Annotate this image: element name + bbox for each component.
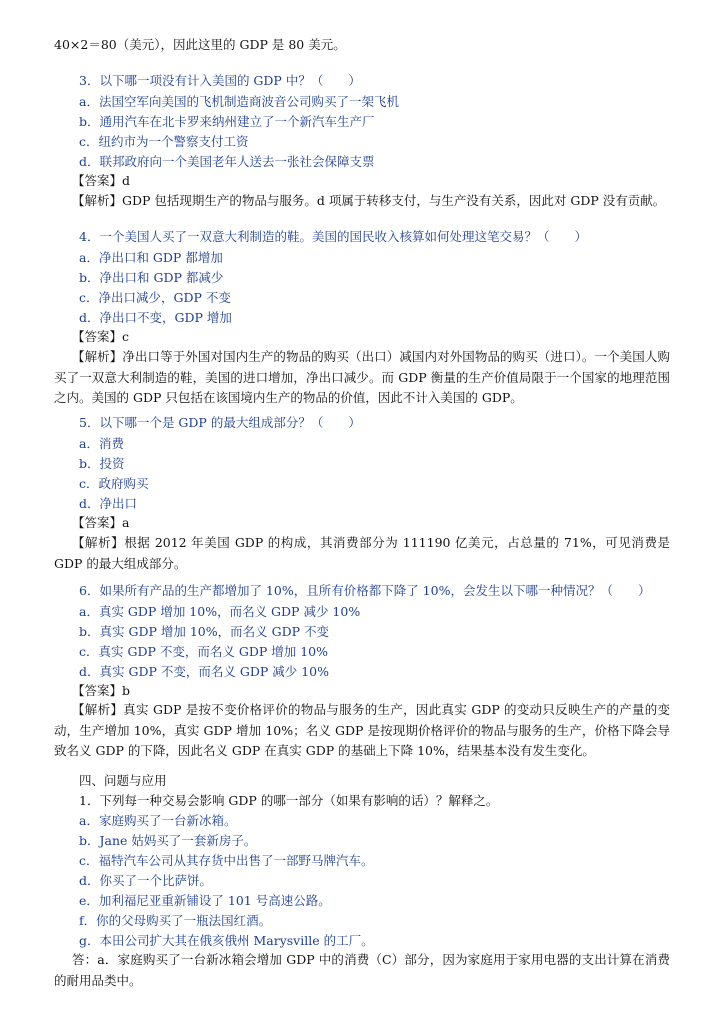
question-number: 3．: [79, 73, 100, 88]
analysis-text: 根据 2012 年美国 GDP 的构成，其消费部分为 111190 亿美元，占总量的 71%，可见消费是 GDP 的最大组成部分。: [54, 535, 670, 571]
section-answer: 答：a．家庭购买了一台新冰箱会增加 GDP 中的消费（C）部分，因为家庭用于家用电器的支出计算在消费的耐用品类中。: [54, 952, 670, 988]
answer-value: b: [122, 683, 131, 698]
analysis-label: 【解析】: [72, 702, 124, 717]
answer-value: c: [122, 329, 130, 344]
analysis: [54, 533, 670, 574]
option-c: c．净出口减少，GDP 不变: [79, 290, 231, 305]
item-g: g．本田公司扩大其在俄亥俄州 Marysville 的工厂。: [79, 933, 374, 948]
option-d: d．净出口: [79, 496, 138, 511]
answer: [72, 682, 688, 700]
question-4: [79, 228, 695, 246]
analysis-text: 净出口等于外国对国内生产的物品的购买（出口）减国内对外国物品的购买（进口）。一个美国人购买了一双意大利制造的鞋，美国的进口增加，净出口减少。而 GDP 衡量的生产价值局限于一个国家的地理范围之内。美国的 GDP 只包括在该国境内生产的物品的价值，因此不计入美国的 GDP。: [54, 349, 670, 405]
question-5: [79, 414, 695, 432]
item-c: c．福特汽车公司从其存货中出售了一部野马牌汽车。: [79, 853, 374, 868]
option-a: a．净出口和 GDP 都增加: [79, 250, 223, 265]
question-text: 一个美国人买了一双意大利制造的鞋。美国的国民收入核算如何处理这笔交易？（ ）: [99, 229, 587, 244]
analysis-label: 【解析】: [72, 535, 125, 550]
option-b: b．通用汽车在北卡罗来纳州建立了一个新汽车生产厂: [79, 114, 375, 129]
section-title: 四、问题与应用: [79, 773, 167, 788]
question-text: 以下哪一个是 GDP 的最大组成部分？（ ）: [99, 415, 361, 430]
item-e: e．加利福尼亚重新铺设了 101 号高速公路。: [79, 893, 331, 908]
item-b: b．Jane 姑妈买了一套新房子。: [79, 833, 257, 848]
question-text: 如果所有产品的生产都增加了 10%，且所有价格都下降了 10%，会发生以下哪一种情况？（ ）: [99, 583, 651, 598]
answer-value: d: [122, 173, 131, 188]
answer-value: a: [122, 515, 130, 530]
item-d: d．你买了一个比萨饼。: [79, 873, 213, 888]
answer: [72, 172, 688, 190]
option-a: a．消费: [79, 436, 124, 451]
item-a: a．家庭购买了一台新冰箱。: [79, 813, 237, 828]
option-d: d．净出口不变，GDP 增加: [79, 310, 232, 325]
answer: [72, 514, 688, 532]
option-b: b．投资: [79, 456, 125, 471]
answer: [72, 328, 688, 346]
option-b: b．真实 GDP 增加 10%，而名义 GDP 不变: [79, 624, 329, 639]
option-a: a．法国空军向美国的飞机制造商波音公司购买了一架飞机: [79, 94, 399, 109]
analysis-label: 【解析】: [72, 193, 123, 208]
option-c: c．真实 GDP 不变，而名义 GDP 增加 10%: [79, 644, 328, 659]
answer-label: 【答案】: [72, 173, 123, 188]
analysis-text: 真实 GDP 是按不变价格评价的物品与服务的生产，因此真实 GDP 的变动只反映生产的产量的变动，生产增加 10%，真实 GDP 增加 10%；名义 GDP 是按现期价格评价的物品与服务的生产，价格下降会导致名义 GDP 的下降，因此名义 GDP 在真实 GDP 的基础上下降 10%，结果基本没有发生变化。: [54, 702, 670, 758]
question-number: 4．: [79, 229, 100, 244]
answer-label: 【答案】: [72, 329, 123, 344]
option-a: a．真实 GDP 增加 10%，而名义 GDP 减少 10%: [79, 604, 361, 619]
question-number: 6．: [79, 583, 100, 598]
answer-label: 【答案】: [72, 683, 123, 698]
question-6: [79, 582, 695, 600]
analysis: [54, 347, 670, 409]
question-text: 以下哪一项没有计入美国的 GDP 中？（ ）: [99, 73, 361, 88]
analysis-label: 【解析】: [72, 349, 123, 364]
question-3: [79, 72, 695, 90]
option-c: c．纽约市为一个警察支付工资: [79, 134, 249, 149]
answer-label: 【答案】: [72, 515, 123, 530]
analysis-text: GDP 包括现期生产的物品与服务。d 项属于转移支付，与生产没有关系，因此对 GDP 没有贡献。: [122, 193, 666, 208]
option-b: b．净出口和 GDP 都减少: [79, 270, 224, 285]
question-number: 5．: [79, 415, 100, 430]
item-f: f．你的父母购买了一瓶法国红酒。: [79, 913, 272, 928]
option-d: d．联邦政府向一个美国老年人送去一张社会保障支票: [79, 154, 375, 169]
analysis: [54, 700, 670, 762]
top-line: 40×2＝80（美元），因此这里的 GDP 是 80 美元。: [54, 37, 346, 52]
section-question-1: 1．下列每一种交易会影响 GDP 的哪一部分（如果有影响的话）？解释之。: [79, 793, 499, 808]
option-c: c．政府购买: [79, 476, 149, 491]
analysis: [72, 192, 688, 210]
option-d: d．真实 GDP 不变，而名义 GDP 减少 10%: [79, 664, 329, 679]
